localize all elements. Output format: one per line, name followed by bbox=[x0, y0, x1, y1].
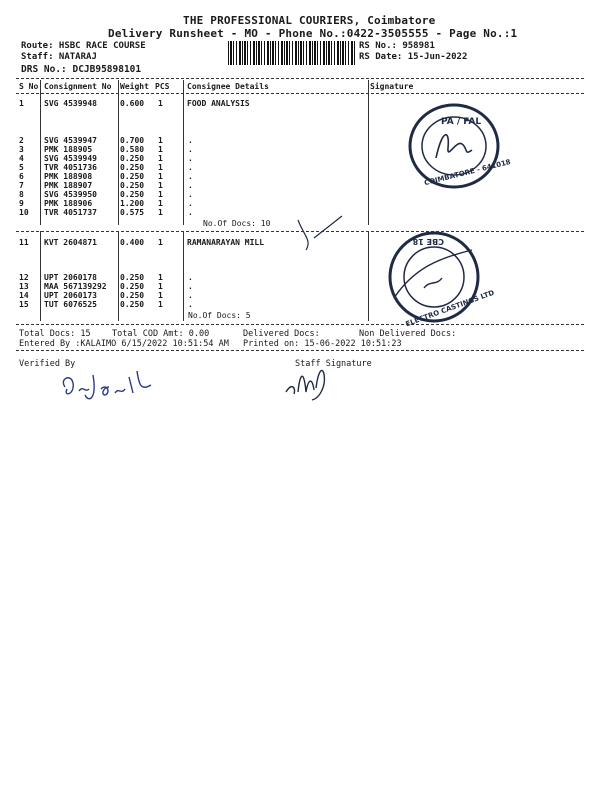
staff-signature bbox=[282, 362, 342, 402]
drs-number: DRS No.: DCJB95898101 bbox=[21, 64, 142, 75]
barcode-image bbox=[228, 41, 355, 65]
row-consignment: PMK 188907 bbox=[44, 181, 93, 190]
row-pcs: 1 bbox=[158, 99, 163, 108]
rs-number: RS No.: 958981 bbox=[359, 41, 435, 51]
row-consignment: SVG 4539950 bbox=[44, 190, 97, 199]
row-detail: . bbox=[188, 273, 193, 282]
row-sno: 12 bbox=[19, 273, 29, 282]
row-sno: 15 bbox=[19, 300, 29, 309]
row-sno: 14 bbox=[19, 291, 29, 300]
row-detail: . bbox=[188, 291, 193, 300]
row-weight: 0.250 bbox=[120, 163, 145, 172]
consignee-name: FOOD ANALYSIS bbox=[187, 99, 250, 108]
column-line bbox=[183, 80, 184, 225]
staff-signature-label: Staff Signature bbox=[295, 359, 372, 369]
divider bbox=[16, 93, 584, 94]
row-weight: 0.250 bbox=[120, 291, 145, 300]
pen-stroke bbox=[292, 212, 352, 262]
total-docs: Total Docs: 15 bbox=[19, 329, 91, 339]
row-weight: 0.250 bbox=[120, 273, 145, 282]
row-weight: 0.250 bbox=[120, 181, 145, 190]
runsheet-title: Delivery Runsheet - MO - Phone No.:0422-3505555 - Page No.:1 bbox=[108, 27, 518, 40]
row-pcs: 1 bbox=[158, 172, 163, 181]
column-line bbox=[368, 231, 369, 321]
row-weight: 0.250 bbox=[120, 172, 145, 181]
company-stamp-food-analysis bbox=[404, 100, 512, 192]
row-consignment: PMK 188908 bbox=[44, 172, 93, 181]
company-stamp-electro-castings bbox=[384, 228, 496, 329]
col-consignment: Consignment No bbox=[44, 82, 112, 91]
column-line bbox=[118, 80, 119, 225]
column-line bbox=[118, 231, 119, 321]
staff-label: Staff: NATARAJ bbox=[21, 52, 97, 62]
row-consignment: SVG 4539948 bbox=[44, 99, 97, 108]
row-pcs: 1 bbox=[158, 190, 163, 199]
svg-text:PA / FAL: PA / FAL bbox=[441, 117, 482, 127]
row-detail: . bbox=[188, 181, 193, 190]
printed-on: Printed on: 15-06-2022 10:51:23 bbox=[243, 339, 402, 349]
svg-text:ELECTRO CASTINGS LTD: ELECTRO CASTINGS LTD bbox=[404, 288, 496, 329]
column-line bbox=[40, 80, 41, 225]
row-detail: . bbox=[188, 163, 193, 172]
consignee-name: RAMANARAYAN MILL bbox=[187, 238, 265, 247]
row-weight: 0.600 bbox=[120, 99, 145, 108]
docs-count: No.Of Docs: 10 bbox=[203, 219, 271, 228]
column-line bbox=[183, 231, 184, 321]
total-cod: Total COD Amt: 0.00 bbox=[112, 329, 210, 339]
row-pcs: 1 bbox=[158, 181, 163, 190]
divider bbox=[16, 78, 584, 79]
row-consignment: TVR 4051737 bbox=[44, 208, 97, 217]
row-weight: 0.400 bbox=[120, 238, 145, 247]
verified-by-label: Verified By bbox=[19, 359, 76, 369]
row-sno: 7 bbox=[19, 181, 24, 190]
row-detail: . bbox=[188, 145, 193, 154]
col-signature: Signature bbox=[370, 82, 414, 91]
column-line bbox=[368, 80, 369, 225]
row-consignment: TVR 4051736 bbox=[44, 163, 97, 172]
row-detail: . bbox=[188, 300, 193, 309]
row-pcs: 1 bbox=[158, 238, 163, 247]
row-sno: 4 bbox=[19, 154, 24, 163]
entered-by: Entered By :KALAIMO 6/15/2022 10:51:54 AM bbox=[19, 339, 229, 349]
route-label: Route: HSBC RACE COURSE bbox=[21, 41, 146, 51]
col-pcs: PCS bbox=[155, 82, 170, 91]
row-weight: 0.250 bbox=[120, 154, 145, 163]
row-sno: 2 bbox=[19, 136, 24, 145]
row-consignment: SVG 4539949 bbox=[44, 154, 97, 163]
row-consignment: TUT 6076525 bbox=[44, 300, 97, 309]
row-sno: 5 bbox=[19, 163, 24, 172]
row-sno: 8 bbox=[19, 190, 24, 199]
non-delivered-docs: Non Delivered Docs: bbox=[359, 329, 457, 339]
row-pcs: 1 bbox=[158, 291, 163, 300]
svg-text:COIMBATORE - 641018: COIMBATORE - 641018 bbox=[423, 157, 512, 188]
row-weight: 1.200 bbox=[120, 199, 145, 208]
row-pcs: 1 bbox=[158, 273, 163, 282]
row-sno: 1 bbox=[19, 99, 24, 108]
row-detail: . bbox=[188, 282, 193, 291]
row-consignment: KVT 2604871 bbox=[44, 238, 97, 247]
row-consignment: UPT 2060178 bbox=[44, 273, 97, 282]
row-pcs: 1 bbox=[158, 282, 163, 291]
row-detail: . bbox=[188, 190, 193, 199]
row-detail: . bbox=[188, 208, 193, 217]
row-sno: 6 bbox=[19, 172, 24, 181]
row-sno: 10 bbox=[19, 208, 29, 217]
row-sno: 3 bbox=[19, 145, 24, 154]
rs-date: RS Date: 15-Jun-2022 bbox=[359, 52, 468, 62]
row-consignment: SVG 4539947 bbox=[44, 136, 97, 145]
row-pcs: 1 bbox=[158, 145, 163, 154]
divider bbox=[16, 324, 584, 325]
row-pcs: 1 bbox=[158, 300, 163, 309]
row-detail: . bbox=[188, 199, 193, 208]
row-weight: 0.250 bbox=[120, 190, 145, 199]
row-detail: . bbox=[188, 154, 193, 163]
delivered-docs: Delivered Docs: bbox=[243, 329, 320, 339]
row-detail: . bbox=[188, 136, 193, 145]
svg-text:CBE 18: CBE 18 bbox=[412, 237, 444, 246]
row-weight: 0.250 bbox=[120, 300, 145, 309]
row-sno: 13 bbox=[19, 282, 29, 291]
row-pcs: 1 bbox=[158, 154, 163, 163]
row-pcs: 1 bbox=[158, 208, 163, 217]
row-weight: 0.580 bbox=[120, 145, 145, 154]
col-sno: S No bbox=[19, 82, 39, 91]
col-consignee: Consignee Details bbox=[187, 82, 269, 91]
verified-signature bbox=[55, 365, 175, 405]
col-weight: Weight bbox=[120, 82, 149, 91]
row-detail: . bbox=[188, 172, 193, 181]
row-pcs: 1 bbox=[158, 199, 163, 208]
row-weight: 0.700 bbox=[120, 136, 145, 145]
row-consignment: PMK 188906 bbox=[44, 199, 93, 208]
row-pcs: 1 bbox=[158, 136, 163, 145]
row-weight: 0.250 bbox=[120, 282, 145, 291]
row-consignment: PMK 188905 bbox=[44, 145, 93, 154]
divider bbox=[16, 231, 584, 232]
column-line bbox=[40, 231, 41, 321]
row-consignment: MAA 567139292 bbox=[44, 282, 107, 291]
row-sno: 9 bbox=[19, 199, 24, 208]
row-weight: 0.575 bbox=[120, 208, 145, 217]
row-sno: 11 bbox=[19, 238, 29, 247]
company-title: THE PROFESSIONAL COURIERS, Coimbatore bbox=[183, 14, 436, 27]
divider bbox=[16, 350, 584, 351]
row-pcs: 1 bbox=[158, 163, 163, 172]
docs-count: No.Of Docs: 5 bbox=[188, 311, 251, 320]
row-consignment: UPT 2060173 bbox=[44, 291, 97, 300]
